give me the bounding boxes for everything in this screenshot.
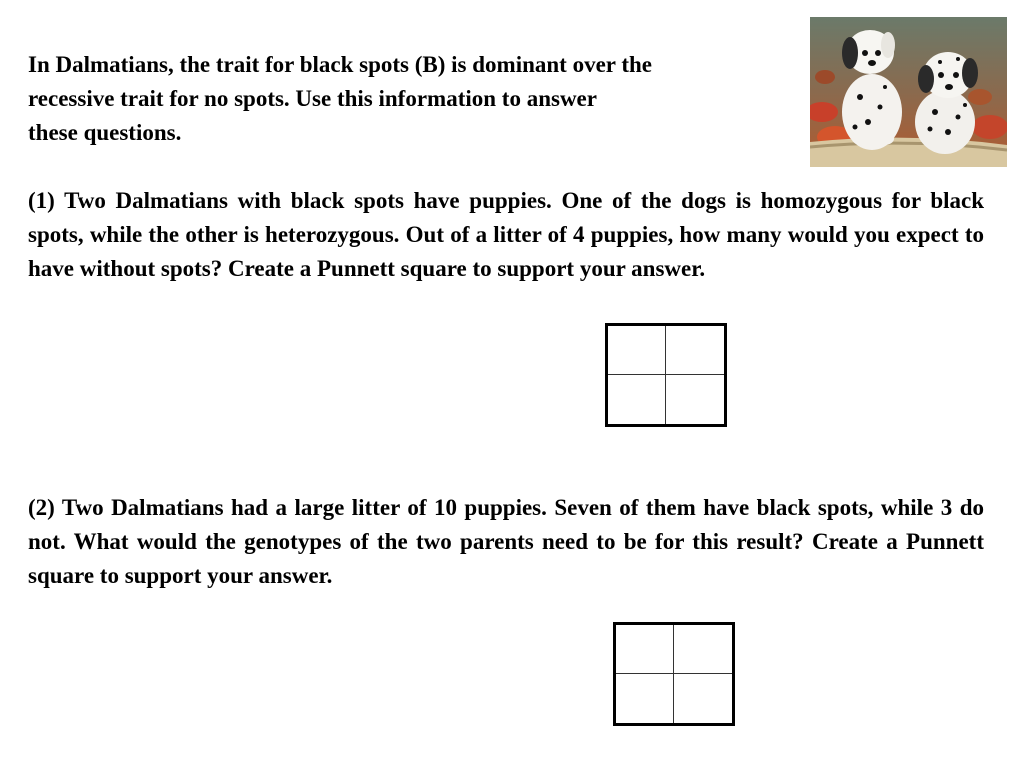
intro-line: these questions. <box>28 120 182 145</box>
punnett-cell <box>616 674 674 723</box>
punnett-square-1 <box>605 323 727 427</box>
punnett-cell <box>608 375 666 424</box>
punnett-cell <box>616 625 674 674</box>
dalmatian-puppies-photo <box>810 17 1007 167</box>
punnett-cell <box>666 375 724 424</box>
intro-line: In Dalmatians, the trait for black spots (B) is dominant over the <box>28 52 652 77</box>
punnett-cell <box>674 625 732 674</box>
intro-line: recessive trait for no spots. Use this information to answer <box>28 86 597 111</box>
punnett-square-2 <box>613 622 735 726</box>
punnett-cell <box>674 674 732 723</box>
punnett-cell <box>666 326 724 375</box>
question-1: (1) Two Dalmatians with black spots have puppies. One of the dogs is homozygous for black spots, while the other is heterozygous. Out of a litter of 4 puppies, how many would you expect to have without spots? Create a Punnett square to support your answer. <box>28 188 984 281</box>
question-2: (2) Two Dalmatians had a large litter of 10 puppies. Seven of them have black spots, while 3 do not. What would the genotypes of the two parents need to be for this result? Create a Punnett square to support your answer. <box>28 495 984 588</box>
intro-paragraph <box>28 48 808 150</box>
punnett-cell <box>608 326 666 375</box>
